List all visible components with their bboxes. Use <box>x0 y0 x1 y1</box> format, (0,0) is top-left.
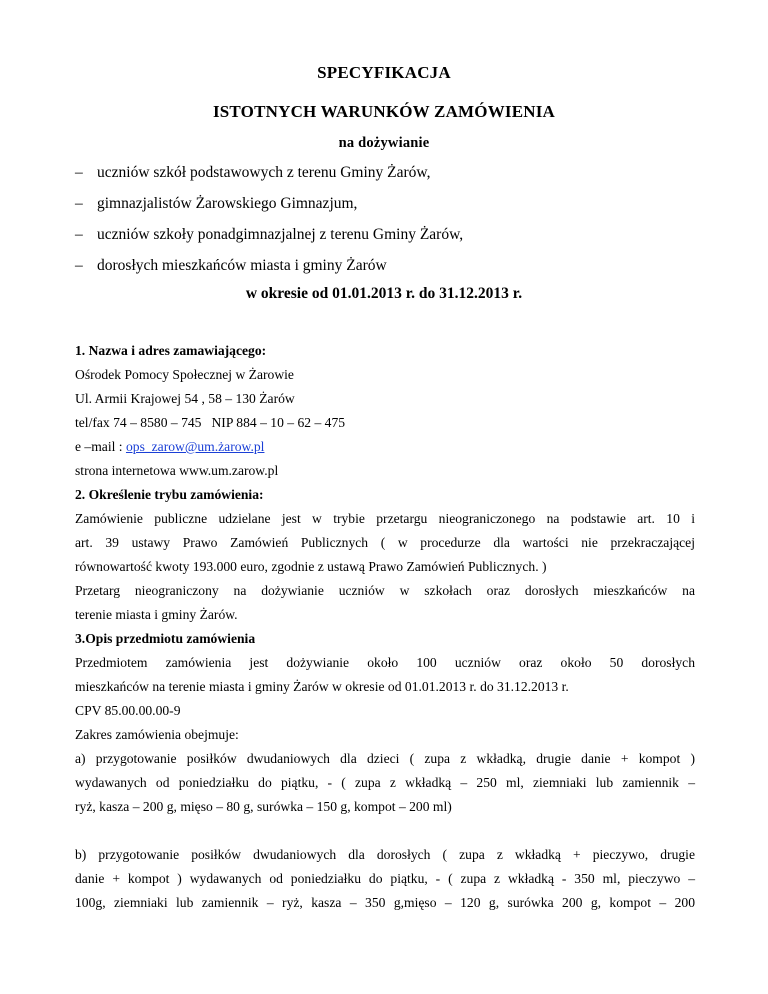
email-link[interactable]: ops_zarow@um.żarow.pl <box>125 439 265 454</box>
paragraph-line: Przetarg nieograniczony na dożywianie uczniów w szkołach oraz dorosłych mieszkańców na <box>75 583 695 598</box>
bullet-text: gimnazjalistów Żarowskiego Gimnazjum, <box>97 195 358 212</box>
paragraph-line: terenie miasta i gminy Żarów. <box>75 607 238 622</box>
paragraph-line: danie + kompot ) wydawanych od poniedziałku do piątku, - ( zupa z wkładką - 350 ml, pieczywo – <box>75 871 695 886</box>
paragraph-line: ryż, kasza – 200 g, mięso – 80 g, surówka – 150 g, kompot – 200 ml) <box>75 799 452 814</box>
document-purpose: na dożywianie <box>338 135 430 151</box>
period-text: w okresie od 01.01.2013 r. do 31.12.2013 r. <box>245 285 523 302</box>
paragraph-line: Zakres zamówienia obejmuje: <box>75 727 239 742</box>
bullet-item <box>75 164 430 182</box>
nip-number: NIP 884 – 10 – 62 – 475 <box>211 415 346 430</box>
bullet-dash: – <box>75 257 83 274</box>
document-subtitle: ISTOTNYCH WARUNKÓW ZAMÓWIENIA <box>212 102 556 121</box>
bullet-text: uczniów szkół podstawowych z terenu Gminy Żarów, <box>97 164 431 181</box>
bullet-item <box>75 257 387 275</box>
organization-name: Ośrodek Pomocy Społecznej w Żarowie <box>75 367 294 382</box>
paragraph-line: wydawanych od poniedziałku do piątku, - ( zupa z wkładką – 250 ml, ziemniaki lub zamiennik – <box>75 775 695 790</box>
bullet-item <box>75 226 463 244</box>
document-title: SPECYFIKACJA <box>317 63 451 82</box>
paragraph-line: Zamówienie publiczne udzielane jest w trybie przetargu nieograniczonego na podstawie art. 10 i <box>75 511 695 526</box>
paragraph-line: art. 39 ustawy Prawo Zamówień Publicznych ( w procedurze dla wartości nie przekraczającej <box>75 535 695 550</box>
website-line: strona internetowa www.um.zarow.pl <box>75 463 279 478</box>
section-heading: 3.Opis przedmiotu zamówienia <box>75 631 256 646</box>
section-heading: 1. Nazwa i adres zamawiającego: <box>75 343 267 358</box>
cpv-code: CPV 85.00.00.00-9 <box>75 703 181 718</box>
bullet-item <box>75 195 357 213</box>
paragraph-line: równowartość kwoty 193.000 euro, zgodnie z ustawą Prawo Zamówień Publicznych. ) <box>75 559 547 574</box>
paragraph-line: 100g, ziemniaki lub zamiennik – ryż, kasza – 350 g,mięso – 120 g, surówka 200 g, kompot – 200 <box>75 895 695 910</box>
list-item-a: a) przygotowanie posiłków dwudaniowych dla dzieci ( zupa z wkładką, drugie danie + kompot ) <box>75 751 695 766</box>
bullet-dash: – <box>75 164 83 181</box>
paragraph-line: mieszkańców na terenie miasta i gminy Żarów w okresie od 01.01.2013 r. do 31.12.2013 r. <box>75 679 569 694</box>
email-line <box>75 439 695 455</box>
paragraph-line: Przedmiotem zamówienia jest dożywianie około 100 uczniów oraz około 50 dorosłych <box>75 655 695 670</box>
contact-line <box>75 415 695 431</box>
list-item-b: b) przygotowanie posiłków dwudaniowych dla dorosłych ( zupa z wkładką + pieczywo, drugie <box>75 847 695 862</box>
bullet-dash: – <box>75 226 83 243</box>
email-label: e –mail : <box>75 439 126 454</box>
organization-address: Ul. Armii Krajowej 54 , 58 – 130 Żarów <box>75 391 295 406</box>
bullet-dash: – <box>75 195 83 212</box>
bullet-text: uczniów szkoły ponadgimnazjalnej z terenu Gminy Żarów, <box>97 226 464 243</box>
section-heading: 2. Określenie trybu zamówienia: <box>75 487 264 502</box>
phone-number: tel/fax 74 – 8580 – 745 <box>75 415 202 430</box>
bullet-text: dorosłych mieszkańców miasta i gminy Żarów <box>97 257 387 274</box>
